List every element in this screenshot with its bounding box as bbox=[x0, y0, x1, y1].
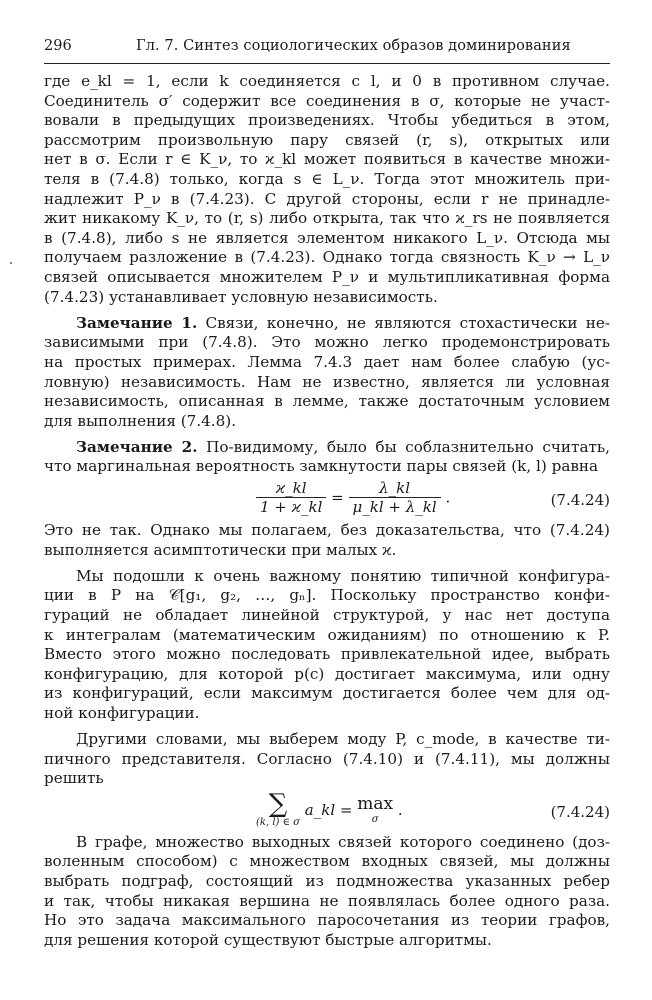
header-rule bbox=[44, 63, 610, 64]
equation-1-number: (7.4.24) bbox=[550, 491, 610, 509]
text-line: теля в (7.4.8) только, когда s ∈ L_ν. Тогда этот множитель при- bbox=[44, 170, 610, 188]
fraction-left-numerator: ϰ_kl bbox=[256, 479, 326, 498]
max-word: max bbox=[357, 793, 394, 814]
text-line: нет в σ. Если r ∈ K_ν, то ϰ_kl может появиться в качестве множи- bbox=[44, 150, 610, 169]
fraction-left bbox=[256, 479, 326, 516]
fraction-right-numerator: λ_kl bbox=[349, 479, 441, 498]
text-line: ной конфигурации. bbox=[44, 703, 200, 722]
equals-sign: = bbox=[339, 800, 353, 819]
equation-2 bbox=[44, 788, 610, 831]
page-number: 296 bbox=[44, 38, 72, 54]
text-line: независимость, описанная в лемме, также достаточным условием bbox=[44, 392, 610, 411]
text-line: для выполнения (7.4.8). bbox=[44, 411, 237, 430]
remark-2-first-line bbox=[76, 438, 610, 458]
summation-term: a_kl bbox=[304, 800, 336, 819]
equation-period: . bbox=[445, 488, 451, 507]
text-line: где e_kl = 1, если k соединяется с l, и 0 в противном случае. bbox=[44, 72, 610, 90]
text-line: получаем разложение в (7.4.23). Однако тогда связность K_ν → L_ν bbox=[44, 248, 610, 267]
text-line: решить bbox=[44, 769, 104, 788]
text-line: связей описывается множителем P_ν и мультипликативная форма bbox=[44, 268, 610, 286]
text-line: пичного представителя. Согласно (7.4.10) и (7.4.11), мы должны bbox=[44, 749, 610, 768]
text-line: что маргинальная вероятность замкнутости пары связей (k, l) равна bbox=[44, 457, 599, 476]
text-line: гураций не обладает линейной структурой, у нас нет доступа bbox=[44, 605, 610, 624]
equals-sign: = bbox=[331, 488, 344, 507]
text-line: в (7.4.8), либо s не является элементом никакого L_ν. Отсюда мы bbox=[44, 228, 610, 247]
max-operator bbox=[357, 794, 393, 826]
text-line: выполняется асимптотически при малых ϰ. bbox=[44, 540, 397, 559]
margin-mark bbox=[10, 262, 12, 264]
text-line: зависимыми при (7.4.8). Это можно легко продемонстрировать bbox=[44, 333, 610, 352]
text-line: Вместо этого можно последовать привлекательной идее, выбрать bbox=[44, 645, 610, 664]
max-subscript: σ bbox=[371, 813, 379, 825]
remark-1-first-line bbox=[76, 314, 610, 334]
equation-2-formula bbox=[256, 788, 403, 829]
equation-1-formula bbox=[256, 479, 450, 516]
text-line: жит никакому K_ν, то (r, s) либо открыта, так что ϰ_rs не появляется bbox=[44, 209, 610, 228]
text-line: из конфигураций, если максимум достигается более чем для од- bbox=[44, 684, 610, 703]
page-header bbox=[44, 38, 610, 60]
text-line: ции в P на 𝒞[g₁, g₂, …, gₙ]. Поскольку пространство конфи- bbox=[44, 586, 610, 605]
sigma-symbol: ∑ bbox=[268, 788, 288, 819]
text-span: Связи, конечно, не являются стохастически не- bbox=[197, 313, 610, 332]
text-line: надлежит P_ν в (7.4.23). С другой стороны, если r не принадле- bbox=[44, 189, 610, 208]
equation-period: . bbox=[397, 800, 403, 819]
text-line: и так, чтобы никакая вершина не появлялась более одного раза. bbox=[44, 891, 610, 910]
text-line: к интегралам (математическим ожиданиям) по отношению к P. bbox=[44, 625, 610, 644]
equation-1 bbox=[44, 479, 610, 519]
text-line: Но это задача максимального паросочетания из теории графов, bbox=[44, 911, 610, 930]
text-span: По-видимому, было бы соблазнительно считать, bbox=[197, 437, 610, 456]
running-title: Гл. 7. Синтез социологических образов доминирования bbox=[136, 38, 571, 54]
text-line: Другими словами, мы выберем моду P, c_mode, в качестве ти- bbox=[76, 730, 610, 748]
text-line: В графе, множество выходных связей которого соединено (доз- bbox=[76, 832, 610, 851]
fraction-right-denominator: μ_kl + λ_kl bbox=[352, 498, 437, 516]
text-line: вовали в предыдущих произведениях. Чтобы убедиться в этом, bbox=[44, 111, 610, 130]
text-line: выбрать подграф, состоящий из подмножества указанных ребер bbox=[44, 872, 610, 890]
remark-1-label: Замечание 1. bbox=[76, 313, 198, 332]
summation-subscript: (k, l) ∈ σ bbox=[256, 816, 301, 828]
text-line: рассмотрим произвольную пару связей (r, s), открытых или bbox=[44, 130, 610, 149]
text-line: Это не так. Однако мы полагаем, без доказательства, что (7.4.24) bbox=[44, 521, 610, 539]
fraction-right bbox=[349, 479, 441, 516]
text-line: конфигурацию, для которой p(c) достигает максимума, или одну bbox=[44, 664, 610, 683]
remark-2-label: Замечание 2. bbox=[76, 437, 198, 456]
text-line: на простых примерах. Лемма 7.4.3 дает нам более слабую (ус- bbox=[44, 352, 610, 371]
equation-2-number: (7.4.24) bbox=[550, 802, 610, 821]
text-line: (7.4.23) устанавливает условную независимость. bbox=[44, 287, 438, 306]
fraction-left-denominator: 1 + ϰ_kl bbox=[260, 498, 323, 516]
text-line: для решения которой существуют быстрые алгоритмы. bbox=[44, 930, 492, 949]
summation bbox=[256, 788, 301, 829]
text-line: воленным способом) с множеством входных связей, мы должны bbox=[44, 852, 610, 871]
text-line: Мы подошли к очень важному понятию типичной конфигура- bbox=[76, 566, 610, 585]
text-line: ловную) независимость. Нам не известно, является ли условная bbox=[44, 372, 610, 391]
text-line: Соединитель σ′ содержит все соединения в σ, которые не участ- bbox=[44, 91, 610, 110]
